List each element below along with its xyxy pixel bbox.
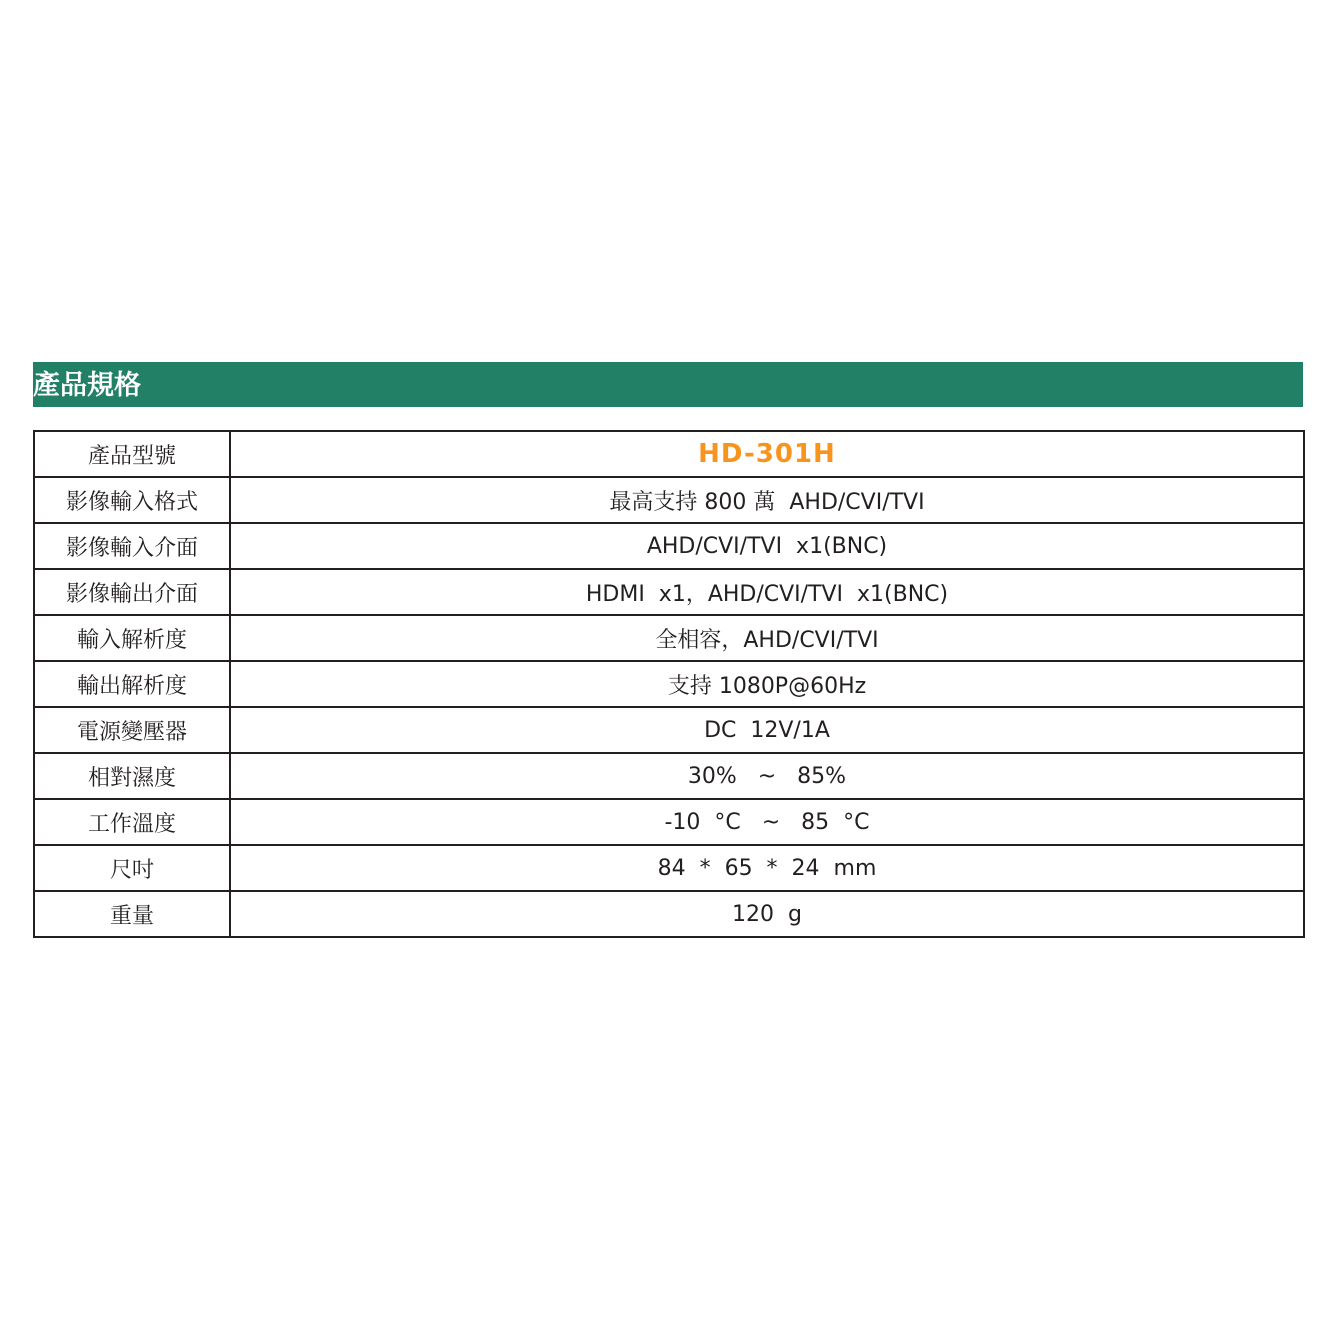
table-row (34, 477, 1304, 523)
model-number: HD-301H (230, 431, 1304, 477)
table-row (34, 845, 1304, 891)
table-row (34, 799, 1304, 845)
spec-value: 支持 1080P@60Hz (230, 661, 1304, 707)
spec-label: 重量 (34, 891, 230, 937)
spec-value: -10 °C ~ 85 °C (230, 799, 1304, 845)
spec-label: 工作溫度 (34, 799, 230, 845)
table-row (34, 661, 1304, 707)
spec-label: 輸入解析度 (34, 615, 230, 661)
section-header-bar (33, 362, 1303, 407)
spec-label: 產品型號 (34, 431, 230, 477)
table-row (34, 523, 1304, 569)
table-row-model (34, 431, 1304, 477)
spec-label: 影像輸入介面 (34, 523, 230, 569)
spec-label: 電源變壓器 (34, 707, 230, 753)
spec-value: 30% ~ 85% (230, 753, 1304, 799)
table-row (34, 569, 1304, 615)
section-title: 產品規格 (33, 370, 141, 401)
spec-value: 120 g (230, 891, 1304, 937)
spec-label: 影像輸出介面 (34, 569, 230, 615)
spec-value: DC 12V/1A (230, 707, 1304, 753)
spec-label: 尺吋 (34, 845, 230, 891)
table-row (34, 707, 1304, 753)
spec-table (33, 430, 1305, 938)
spec-label: 輸出解析度 (34, 661, 230, 707)
spec-value: 全相容，AHD/CVI/TVI (230, 615, 1304, 661)
table-row (34, 615, 1304, 661)
spec-value: HDMI x1，AHD/CVI/TVI x1(BNC) (230, 569, 1304, 615)
spec-label: 相對濕度 (34, 753, 230, 799)
table-row (34, 753, 1304, 799)
spec-value: 最高支持 800 萬 AHD/CVI/TVI (230, 477, 1304, 523)
spec-value: AHD/CVI/TVI x1(BNC) (230, 523, 1304, 569)
spec-label: 影像輸入格式 (34, 477, 230, 523)
spec-value: 84 * 65 * 24 mm (230, 845, 1304, 891)
table-row (34, 891, 1304, 937)
